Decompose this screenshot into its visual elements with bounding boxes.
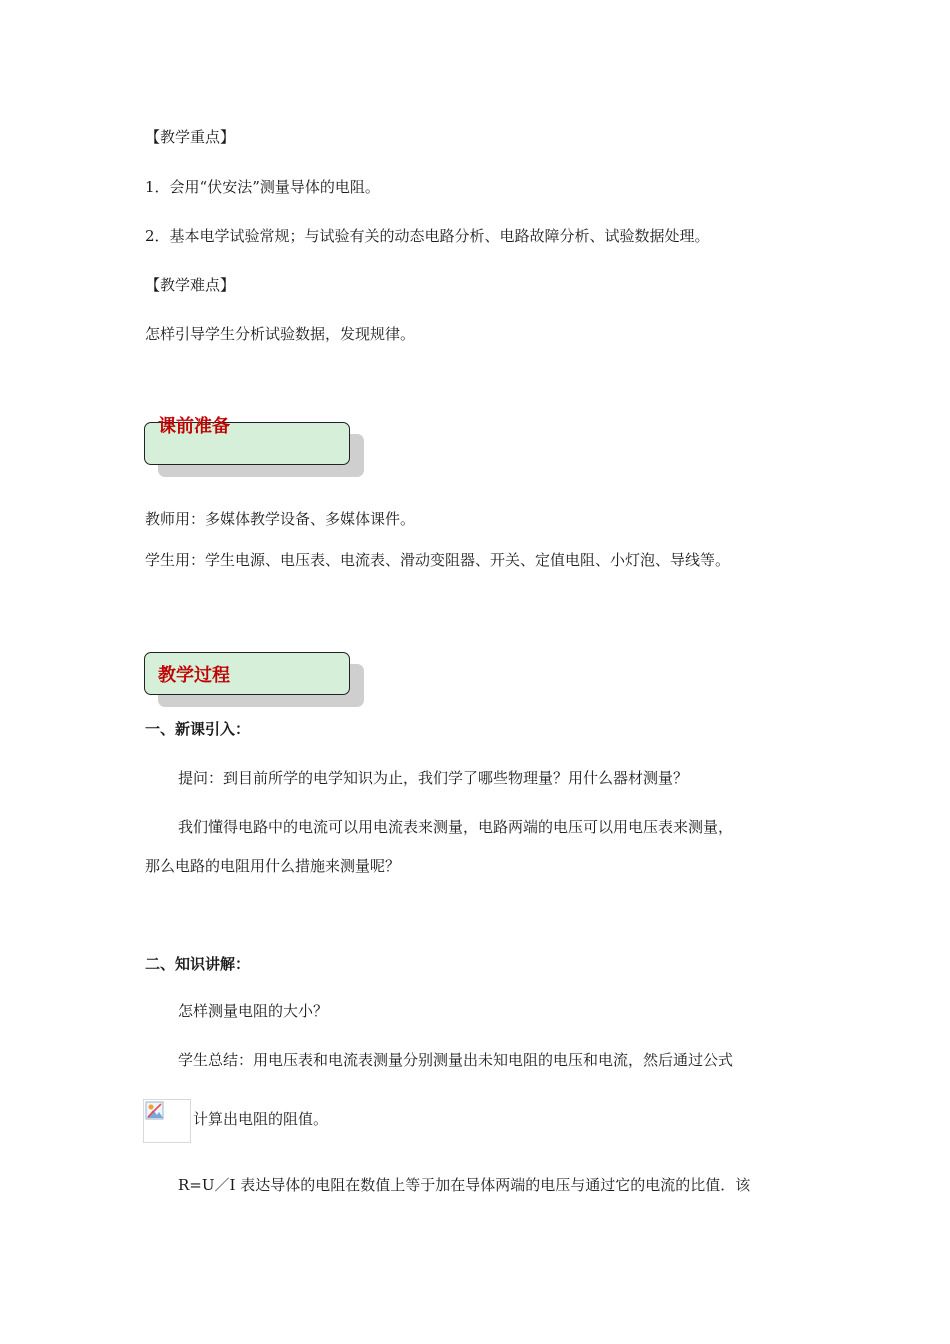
part2-summary: 学生总结：用电压表和电流表测量分别测量出未知电阻的电压和电流，然后通过公式 xyxy=(178,1051,734,1069)
part1-heading: 一、新课引入： xyxy=(145,720,251,738)
part1-paragraph-line2: 那么电路的电阻用什么措施来测量呢？ xyxy=(145,857,401,875)
focus-heading: 【教学重点】 xyxy=(145,128,236,146)
focus-item-2: 2．基本电学试验常规；与试验有关的动态电路分析、电路故障分析、试验数据处理。 xyxy=(145,227,710,245)
prep-student: 学生用：学生电源、电压表、电流表、滑动变阻器、开关、定值电阻、小灯泡、导线等。 xyxy=(145,551,731,569)
prep-teacher: 教师用：多媒体教学设备、多媒体课件。 xyxy=(145,510,416,528)
part2-question: 怎样测量电阻的大小？ xyxy=(178,1002,329,1020)
focus-item-1: 1．会用“伏安法”测量导体的电阻。 xyxy=(145,178,380,196)
broken-image-icon xyxy=(145,1101,165,1121)
difficulty-heading: 【教学难点】 xyxy=(145,276,236,294)
formula-image xyxy=(143,1099,191,1143)
part1-paragraph-line1: 我们懂得电路中的电流可以用电流表来测量，电路两端的电压可以用电压表来测量， xyxy=(178,818,734,836)
difficulty-text: 怎样引导学生分析试验数据，发现规律。 xyxy=(145,325,416,343)
part2-heading: 二、知识讲解： xyxy=(145,955,251,973)
part2-formula-text: 计算出电阻的阻值。 xyxy=(193,1110,329,1128)
part2-explain: R=U／I 表达导体的电阻在数值上等于加在导体两端的电压与通过它的电流的比值．该 xyxy=(178,1176,751,1194)
prep-title: 课前准备 xyxy=(158,416,230,437)
part1-question: 提问：到目前所学的电学知识为止，我们学了哪些物理量？用什么器材测量？ xyxy=(178,769,689,787)
process-title: 教学过程 xyxy=(158,665,230,686)
